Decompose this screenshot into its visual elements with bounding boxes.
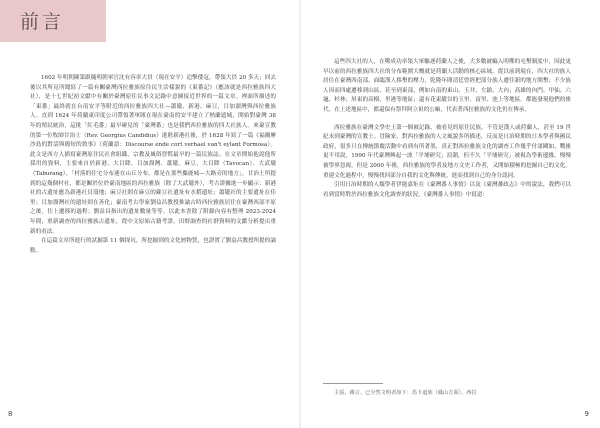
left-page [0,0,299,428]
page-number-left: 8 [8,410,13,418]
left-body-text [30,74,276,390]
paragraph: 1602 年明朝陳第跟隨明朝軍官沈有容率大員（現在安平）追擊倭寇，帶領大員 20 多天；回去後以其所見所聞寫了一篇有關臺灣西拉雅族原住民生活樣貌的《東番記》（應該就是西拉雅族四大社），是十七世紀初文獻中有關於臺灣原住民事文記錄中意圖接近世界的一篇文章。裡面所描述的「東番」最終就在台南安平等附近的西拉雅族四大社—蕭壠、新港、麻豆，目加溜灣與西拉雅族人。直到 1624 年荷蘭東印度公司帶領著軍隊在現在臺南的安平建立了熱蘭遮城，開始對臺灣 38 年的殖民統治，這批「紅毛番」最早碰見的「臺灣番」也是我們西拉雅族的四大社族人。來臺宣教的第一位牧師甘治士（Rev. Georgius Candidius）進駐新港社後，於 1628 年寫了一篇《福爾摩沙島的對話與簡短的敘事》（荷蘭語：Discourse ende cort verhael van't eylant Formosa）。此文是西方人描寫臺灣原住民社會組織、宗教及風俗習慣最早的一篇民族誌。在文章開始他說他所採用的資料，主要來自於新港、大目降、目加溜灣、蕭壠、麻豆、大目降（Tavocan）、大武壠（Taburang）、「村落的住宅分布連在山丘分布，都是在那些麋鹿城—大路旁的地方」，甘治士所提到的這幾個村社，都是關於位於臺南地區的西拉雅族（除了大武壠外），考古證據進一步顯示：新港社的古遺址應為新港社貝殼地；麻豆社則在麻豆的蔴豆社遺址有水稻遺址；蕭壠社的主要遺址在佳里；目加溜灣社的遺址則在善化；臺南考古學家劉益昌教授推論古時西拉雅族居住在臺灣西部平原之後，往上遷移的過程；劉益昌指出的遺址數量等等。以此本書除了附錄內容有整理 2023-2024 年間，重新調查的西拉雅族古遺址，從中文原始古籍考證、田野調查的社群資料的文獻分析提出重新的看法。 [30,75,276,235]
footnote-quote: 主張、維言、已全然文明者如下：馬卡道族（鳳山方面），西拉 [334,390,477,396]
chapter-title: 前言 [20,11,65,33]
right-body-text [323,58,571,376]
paragraph: 引用日治時期的人類學者伊能嘉矩在《臺灣番人事情》以及《臺灣蕃政志》中的說法，我們可以看到當時對於西拉雅族文化調查的狀況，《臺灣番人事情》中寫道： [323,182,571,198]
right-page [301,0,600,428]
paragraph-gap [323,116,571,124]
paragraph: 這些四大社的人，在鄭成功率領大軍驅逐荷蘭人之後，大多數被編入明鄭的屯墾制度中，因此更早以前的西拉雅族四大社的分布範圍大概就是荷蘭人活動的核心區域。從以前到現在，四大社的族人居住在臺灣西南部，面臨漢人移墾的壓力，乾隆年間清廷曾經把部分族人遷往新的地方開墾；不少族人因而四處遷移到山區，甚至到東部，例如台南的東山、玉井、左鎮、大內；高雄的內門、甲仙、六龜、杉林；屏東的高樹、里港等地區；還有花東縱谷的玉里、富里、池上等地區。都能發現他們的後代。在上述地區中，都還保有祭拜阿立祖的公廨，代表著西拉雅族的文化仍在傳承。 [323,59,571,113]
page-number-right: 9 [584,410,589,418]
paragraph: 在這篇文章所進行的試掘第 11 個探坑，所挖掘到的文化層物質，也證實了劉益昌教授所提的論點。 [30,238,276,254]
footnote-rule [323,383,383,384]
chapter-title-block [0,0,106,42]
paragraph: 西拉雅族在臺灣文學史上第一個被記錄、被看見的原住民族，不管是漢人或荷蘭人，甚至 19 世紀末到臺灣的宣教士、冒險家，對西拉雅族的人文風貌多所描述，反而是日治時期的日本學者與國民政府，很多只在傳統節慶活動中看到有所著墨，真正對西拉雅族文化的調查工作幾乎付諸闕如，戰後更不用說，1990 年代臺灣興起一波「平埔研究」浪潮，但不久「平埔研究」被視為學術邊緣，慢慢被學界忽視，但是 2000 年後，西拉雅族的學者及地方文史工作者，又開始積極的挖掘自己的文化。重建文化過程中，慢慢找回部分自我的文化與傳統，進而找到自己的身分認同。 [323,124,571,179]
